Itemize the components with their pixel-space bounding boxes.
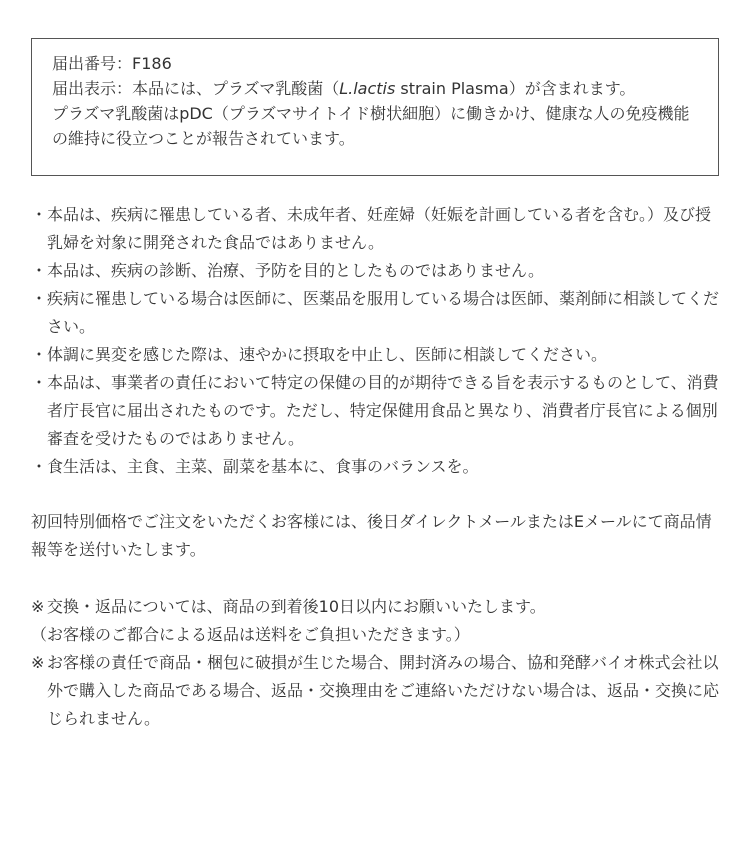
- bullet: ・: [31, 373, 48, 392]
- notification-display-suffix: ）が含まれます。: [508, 79, 636, 98]
- returns-line-2: （お客様のご都合による返品は送料をご負担いただきます。）: [31, 625, 470, 644]
- notification-display: [52, 76, 704, 101]
- returns-line-3: お客様の責任で商品・梱包に破損が生じた場合、開封済みの場合、協和発酵バイオ株式会社以外で購入した商品である場合、返品・交換理由をご連絡いただけない場合は、返品・交換に応じられません。: [47, 653, 720, 728]
- bullet: ・: [31, 457, 48, 476]
- bullet: ・: [31, 345, 48, 364]
- caution-list: [31, 201, 721, 481]
- caution-text: 本品は、疾病の診断、治療、予防を目的としたものではありません。: [47, 261, 544, 280]
- caution-item: [31, 369, 721, 453]
- returns-item: [31, 649, 721, 733]
- strain-name-rest: strain Plasma: [395, 79, 509, 98]
- caution-text: 疾病に罹患している場合は医師に、医薬品を服用している場合は医師、薬剤師に相談してください。: [47, 289, 720, 336]
- caution-item: [31, 285, 721, 341]
- notice-box: [31, 38, 719, 176]
- caution-item: [31, 257, 721, 285]
- caution-text: 食生活は、主食、主菜、副菜を基本に、食事のバランスを。: [47, 457, 479, 476]
- bullet: ・: [31, 289, 48, 308]
- strain-name-italic: L.lactis: [339, 79, 396, 98]
- caution-text: 本品は、事業者の責任において特定の保健の目的が期待できる旨を表示するものとして、消費者庁長官に届出されたものです。ただし、特定保健用食品と異なり、消費者庁長官による個別審査を受けたものではありません。: [47, 373, 719, 448]
- caution-item: [31, 453, 721, 481]
- caution-text: 本品は、疾病に罹患している者、未成年者、妊産婦（妊娠を計画している者を含む。）及び授乳婦を対象に開発された食品ではありません。: [47, 205, 712, 252]
- caution-item: [31, 201, 721, 257]
- notification-number: 届出番号：F186: [52, 54, 172, 73]
- note-mark: ※: [31, 597, 45, 616]
- bullet: ・: [31, 261, 48, 280]
- returns-policy: [31, 593, 721, 733]
- notification-display-prefix: 届出表示：本品には、プラズマ乳酸菌（: [52, 79, 340, 98]
- offer-text: 初回特別価格でご注文をいただくお客様には、後日ダイレクトメールまたはEメールにて商品情報等を送付いたします。: [31, 512, 712, 559]
- returns-item: [31, 593, 721, 621]
- returns-line-1: 交換・返品については、商品の到着後10日以内にお願いいたします。: [47, 597, 546, 616]
- bullet: ・: [31, 205, 48, 224]
- caution-text: 体調に異変を感じた際は、速やかに摂取を中止し、医師に相談してください。: [47, 345, 608, 364]
- notice-description: プラズマ乳酸菌はpDC（プラズマサイトイド樹状細胞）に働きかけ、健康な人の免疫機能の維持に役立つことが報告されています。: [52, 104, 690, 148]
- caution-item: [31, 341, 721, 369]
- note-mark: ※: [31, 653, 45, 672]
